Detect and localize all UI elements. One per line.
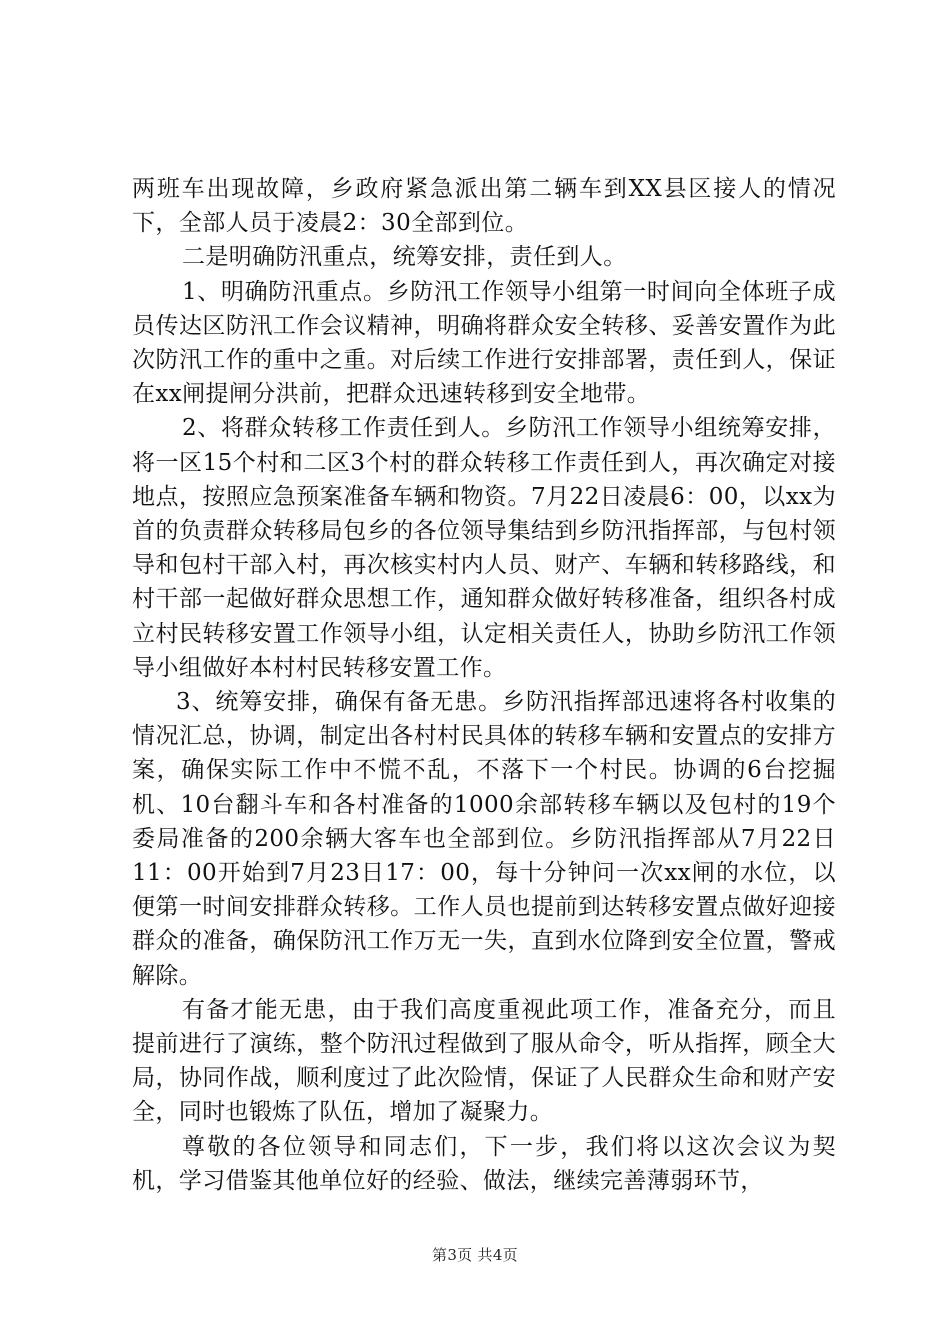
paragraph-continuation: 两班车出现故障，乡政府紧急派出第二辆车到XX县区接人的情况下，全部人员于凌晨2：30全部到位。 — [132, 176, 836, 237]
paragraph-item-1: 1、明确防汛重点。乡防汛工作领导小组第一时间向全体班子成员传达区防汛工作会议精神，明确将群众安全转移、妥善安置作为此次防汛工作的重中之重。对后续工作进行安排部署，责任到人，保证在xx闸提闸分洪前，把群众迅速转移到安全地带。 — [132, 278, 836, 408]
paragraph-item-2: 2、将群众转移工作责任到人。乡防汛工作领导小组统筹安排，将一区15个村和二区3个村的群众转移工作责任到人，再次确定对接地点，按照应急预案准备车辆和物资。7月22日凌晨6：00，以xx为首的负责群众转移局包乡的各位领导集结到乡防汛指挥部，与包村领导和包村干部入村，再次核实村内人员、财产、车辆和转移路线，和村干部一起做好群众思想工作，通知群众做好转移准备，组织各村成立村民转移安置工作领导小组，认定相关责任人，协助乡防汛工作领导小组做好本村村民转移安置工作。 — [132, 415, 836, 681]
page-number-footer: 第3页 共4页 — [432, 1246, 518, 1264]
paragraph-item-3: 3、统筹安排，确保有备无患。乡防汛指挥部迅速将各村收集的情况汇总，协调，制定出各村村民具体的转移车辆和安置点的安排方案，确保实际工作中不慌不乱，不落下一个村民。协调的6台挖掘机、10台翻斗车和各村准备的1000余部转移车辆以及包村的19个委局准备的200余辆大客车也全部到位。乡防汛指挥部从7月22日11：00开始到7月23日17：00，每十分钟问一次xx闸的水位，以便第一时间安排群众转移。工作人员也提前到达转移安置点做好迎接群众的准备，确保防汛工作万无一失，直到水位降到安全位置，警戒解除。 — [132, 689, 836, 989]
paragraph-summary: 有备才能无患，由于我们高度重视此项工作，准备充分，而且提前进行了演练，整个防汛过程做到了服从命令，听从指挥，顾全大局，协同作战，顺利度过了此次险情，保证了人民群众生命和财产安全，同时也锻炼了队伍，增加了凝聚力。 — [132, 996, 836, 1126]
document-body — [132, 172, 836, 1198]
paragraph-closing: 尊敬的各位领导和同志们，下一步，我们将以这次会议为契机，学习借鉴其他单位好的经验、做法，继续完善薄弱环节， — [132, 1133, 836, 1194]
paragraph-section-heading: 二是明确防汛重点，统筹安排，责任到人。 — [182, 244, 627, 271]
